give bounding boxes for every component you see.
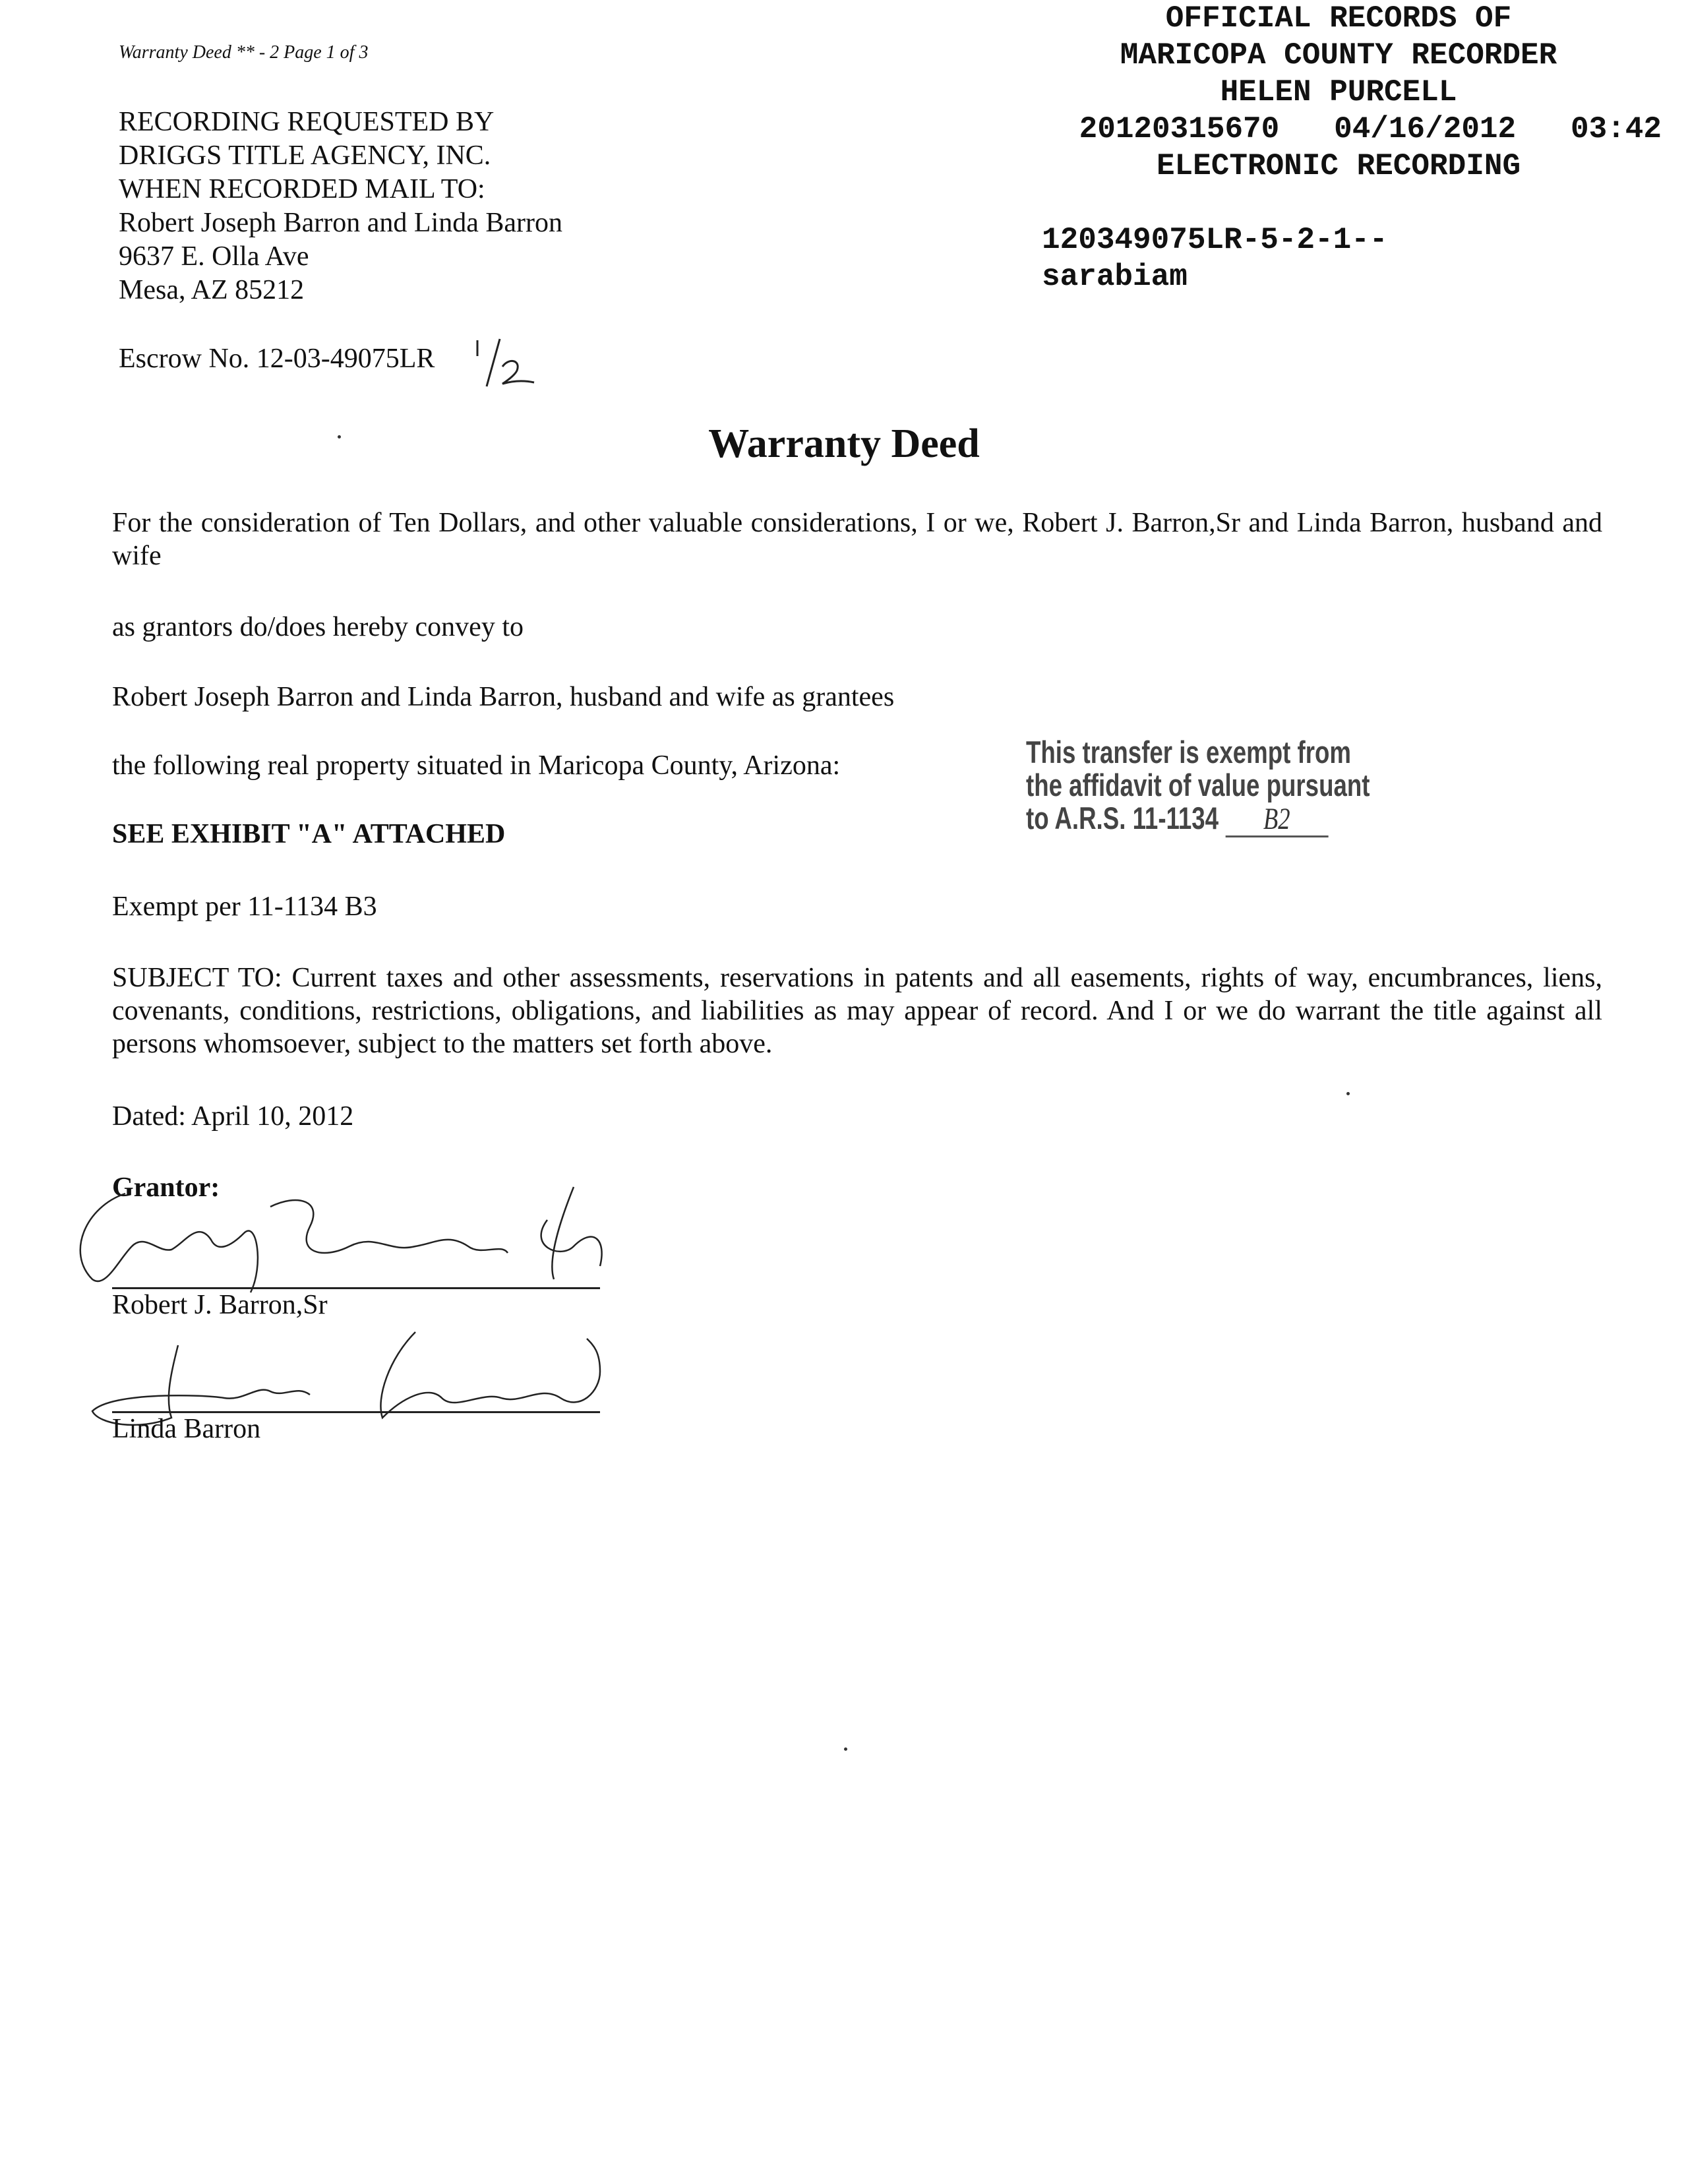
stamp-line: OFFICIAL RECORDS OF [1165,1,1512,36]
robert-barron-signature [46,1180,620,1299]
signer-linda-name: Linda Barron [112,1414,261,1444]
stamp-line: ELECTRONIC RECORDING [1156,149,1521,183]
record-date: 04/16/2012 [1334,112,1517,146]
scan-speck [1346,1092,1350,1095]
exempt-stamp-statute: to A.R.S. 11-1134 [1026,801,1219,835]
handwritten-exempt-code: B2 [1225,803,1328,837]
grantor-label: Grantor: [112,1172,220,1203]
consideration-paragraph: For the consideration of Ten Dollars, and other valuable considerations, I or we, Robert J. Barron,Sr and Linda Barron, husband and wife [112,508,1602,571]
recording-line: WHEN RECORDED MAIL TO: [119,174,485,204]
property-line: the following real property situated in Maricopa County, Arizona: [112,750,841,781]
mail-to-name: Robert Joseph Barron and Linda Barron [119,208,563,238]
document-title: Warranty Deed [708,421,980,466]
exhibit-line: SEE EXHIBIT "A" ATTACHED [112,819,506,849]
mail-to-city: Mesa, AZ 85212 [119,275,305,305]
stamp-reference: 120349075LR-5-2-1-- [1042,223,1388,257]
convey-line: as grantors do/does hereby convey to [112,612,524,642]
recording-line: DRIGGS TITLE AGENCY, INC. [119,140,491,171]
stamp-recorder-name: HELEN PURCELL [1220,75,1457,109]
mail-to-street: 9637 E. Olla Ave [119,241,309,272]
exempt-stamp-line: the affidavit of value pursuant [1026,768,1370,803]
stamp-line: MARICOPA COUNTY RECORDER [1120,38,1557,73]
record-time: 03:42 [1570,112,1662,146]
page-header-note: Warranty Deed ** - 2 Page 1 of 3 [119,42,369,63]
escrow-number: Escrow No. 12-03-49075LR [119,344,435,374]
grantees-line: Robert Joseph Barron and Linda Barron, husband and wife as grantees [112,682,895,712]
subject-to-paragraph: SUBJECT TO: Current taxes and other assessments, reservations in patents and all easements, rights of way, encumbrances, liens, covenants, conditions, restrictions, obligations, and liabilities as may appear of record. And I or we do warrant the title against all persons whomsoever, subject to the matters set forth above. [112,963,1602,1059]
exempt-stamp-line: This transfer is exempt from [1026,735,1352,770]
recording-requested-block [119,106,562,307]
exempt-stamp-line [1026,802,1314,837]
record-number: 20120315670 [1079,112,1280,146]
county-recorder-stamp [1015,0,1662,295]
scan-speck [338,435,341,439]
stamp-record-row [1015,111,1662,148]
scan-speck [844,1747,847,1751]
handwritten-fraction-mark [468,334,547,393]
exempt-line: Exempt per 11-1134 B3 [112,892,377,922]
stamp-user: sarabiam [1042,260,1188,294]
signer-robert-name: Robert J. Barron,Sr [112,1290,328,1320]
dated-line: Dated: April 10, 2012 [112,1101,354,1132]
recording-line: RECORDING REQUESTED BY [119,107,495,137]
exempt-transfer-stamp [1026,735,1370,837]
